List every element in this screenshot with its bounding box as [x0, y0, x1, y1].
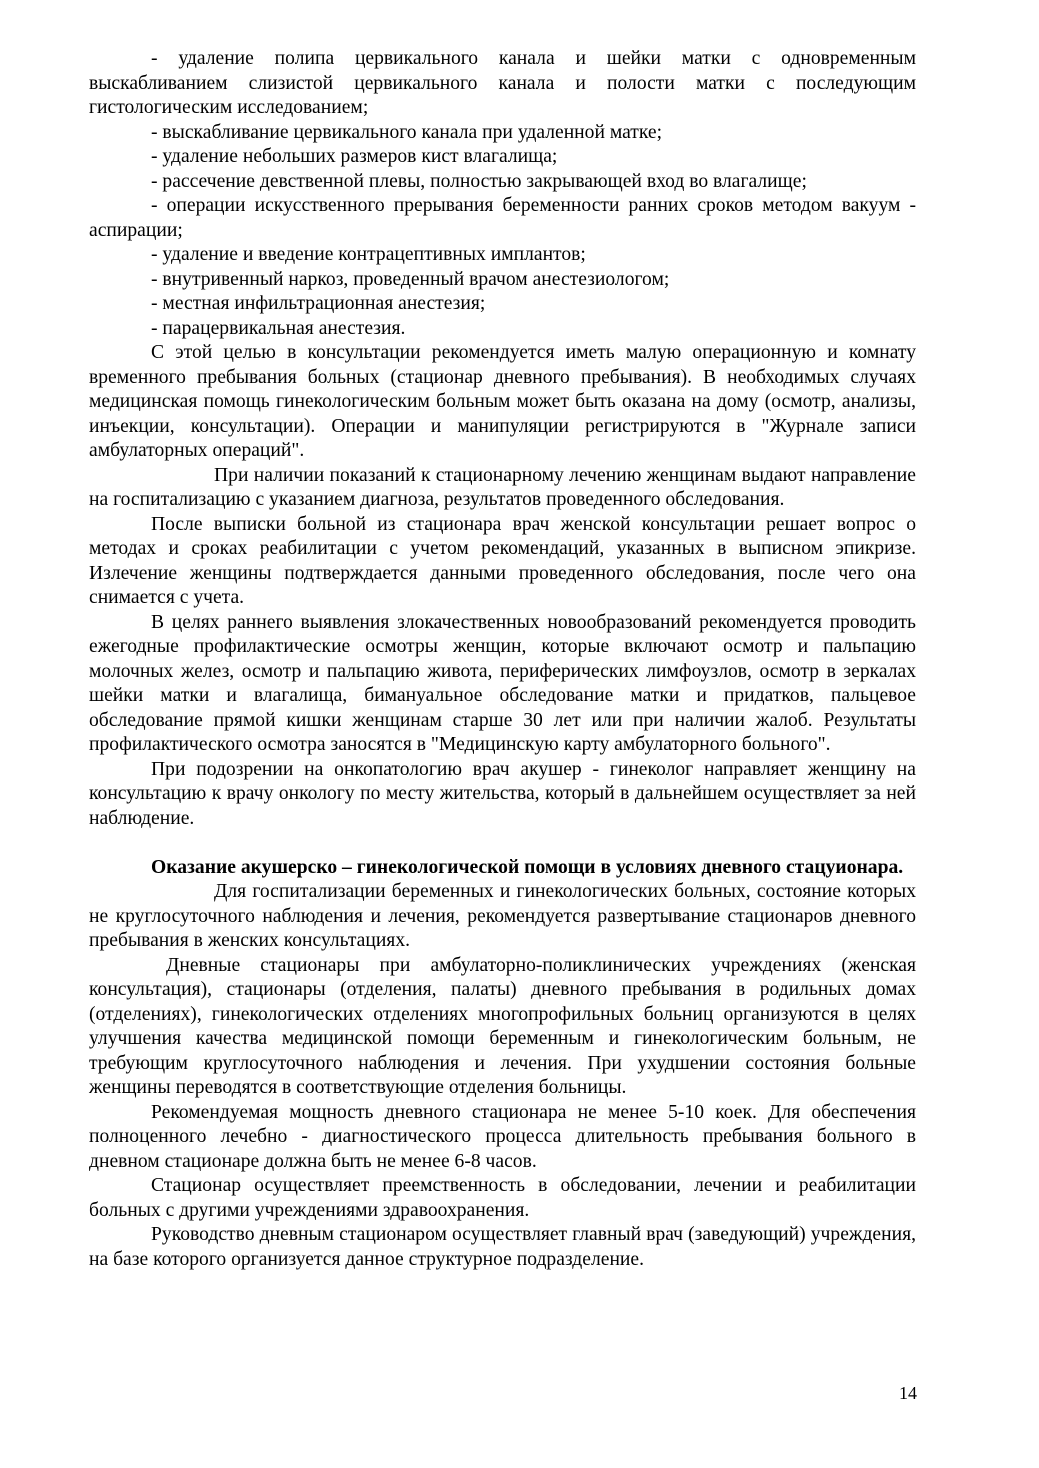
paragraph-hospitalization: Для госпитализации беременных и гинекологических больных, состояние которых не круглосуточного наблюдения и лечения, рекомендуется развертывание стационаров дневного пребывания в женских консультациях.	[89, 881, 916, 951]
list-item: - местная инфильтрационная анестезия;	[151, 293, 486, 314]
paragraph-screening: В целях раннего выявления злокачественных новообразований рекомендуется проводить ежегодные профилактические осмотры женщин, которые включают осмотр и пальпацию молочных желез, осмотр и пальпацию живота, периферических лимфоузлов, осмотр в зеркалах шейки матки и влагалища, бимануальное обследование матки и придатков, пальцевое обследование прямой кишки женщинам старше 30 лет или при наличии жалоб. Результаты профилактического осмотра заносятся в "Медицинскую карту амбулаторного больного".	[89, 611, 916, 755]
list-item: - удаление небольших размеров кист влагалища;	[151, 146, 558, 167]
paragraph-management: Руководство дневным стационаром осуществляет главный врач (заведующий) учреждения, на базе которого организуется данное структурное подразделение.	[89, 1224, 916, 1270]
paragraph-capacity: Рекомендуемая мощность дневного стационара не менее 5-10 коек. Для обеспечения полноценного лечебно - диагностического процесса длительность пребывания больного в дневном стационаре должна быть не менее 6-8 часов.	[89, 1101, 916, 1172]
paragraph-discharge: После выписки больной из стационара врач женской консультации решает вопрос о методах и сроках реабилитации с учетом рекомендаций, указанных в выписном эпикризе. Излечение женщины подтверждается данными проведенного обследования, после чего она снимается с учета.	[89, 513, 916, 608]
paragraph-day-hospitals: Дневные стационары при амбулаторно-поликлинических учреждениях (женская консультация), стационары (отделения, палаты) дневного пребывания в родильных домах (отделениях), гинекологических отделениях многопрофильных больниц организуются в целях улучшения качества медицинской помощи беременным и гинекологическим больным, не требующим круглосуточного наблюдения и лечения. При ухудшении состояния больные женщины переводятся в соответствующие отделения больницы.	[89, 954, 916, 1098]
list-item: - удаление полипа цервикального канала и шейки матки с одновременным выскабливанием слизистой цервикального канала и полости матки с последующим гистологическим исследованием;	[89, 48, 916, 118]
paragraph-referral: При наличии показаний к стационарному лечению женщинам выдают направление на госпитализацию с указанием диагноза, результатов проведенного обследования.	[89, 464, 916, 510]
page-content	[89, 47, 916, 1272]
list-item: - рассечение девственной плевы, полностью закрывающей вход во влагалище;	[151, 170, 807, 192]
paragraph-consult-room: С этой целью в консультации рекомендуется иметь малую операционную и комнату временного пребывания больных (стационар дневного пребывания). В необходимых случаях медицинская помощь гинекологическим больным может быть оказана на дому (осмотр, анализы, инъекции, консультации). Операции и манипуляции регистрируются в "Журнале записи амбулаторных операций".	[89, 342, 916, 461]
paragraph-continuity: Стационар осуществляет преемственность в обследовании, лечении и реабилитации больных с другими учреждениями здравоохранения.	[89, 1175, 916, 1221]
paragraph-oncology: При подозрении на онкопатологию врач акушер - гинеколог направляет женщину на консультацию к врачу онкологу по месту жительства, который в дальнейшем осуществляет за ней наблюдение.	[89, 758, 916, 829]
list-item: - операции искусственного прерывания беременности ранних сроков методом вакуум - аспирации;	[89, 195, 916, 241]
list-item: - внутривенный наркоз, проведенный врачом анестезиологом;	[151, 268, 670, 290]
section-heading: Оказание акушерско – гинекологической помощи в условиях дневного стацуионара.	[151, 856, 904, 878]
page-number: 14	[899, 1383, 917, 1403]
list-item: - выскабливание цервикального канала при удаленной матке;	[151, 121, 663, 143]
list-item: - удаление и введение контрацептивных имплантов;	[151, 244, 586, 265]
list-item: - парацервикальная анестезия.	[151, 317, 406, 339]
